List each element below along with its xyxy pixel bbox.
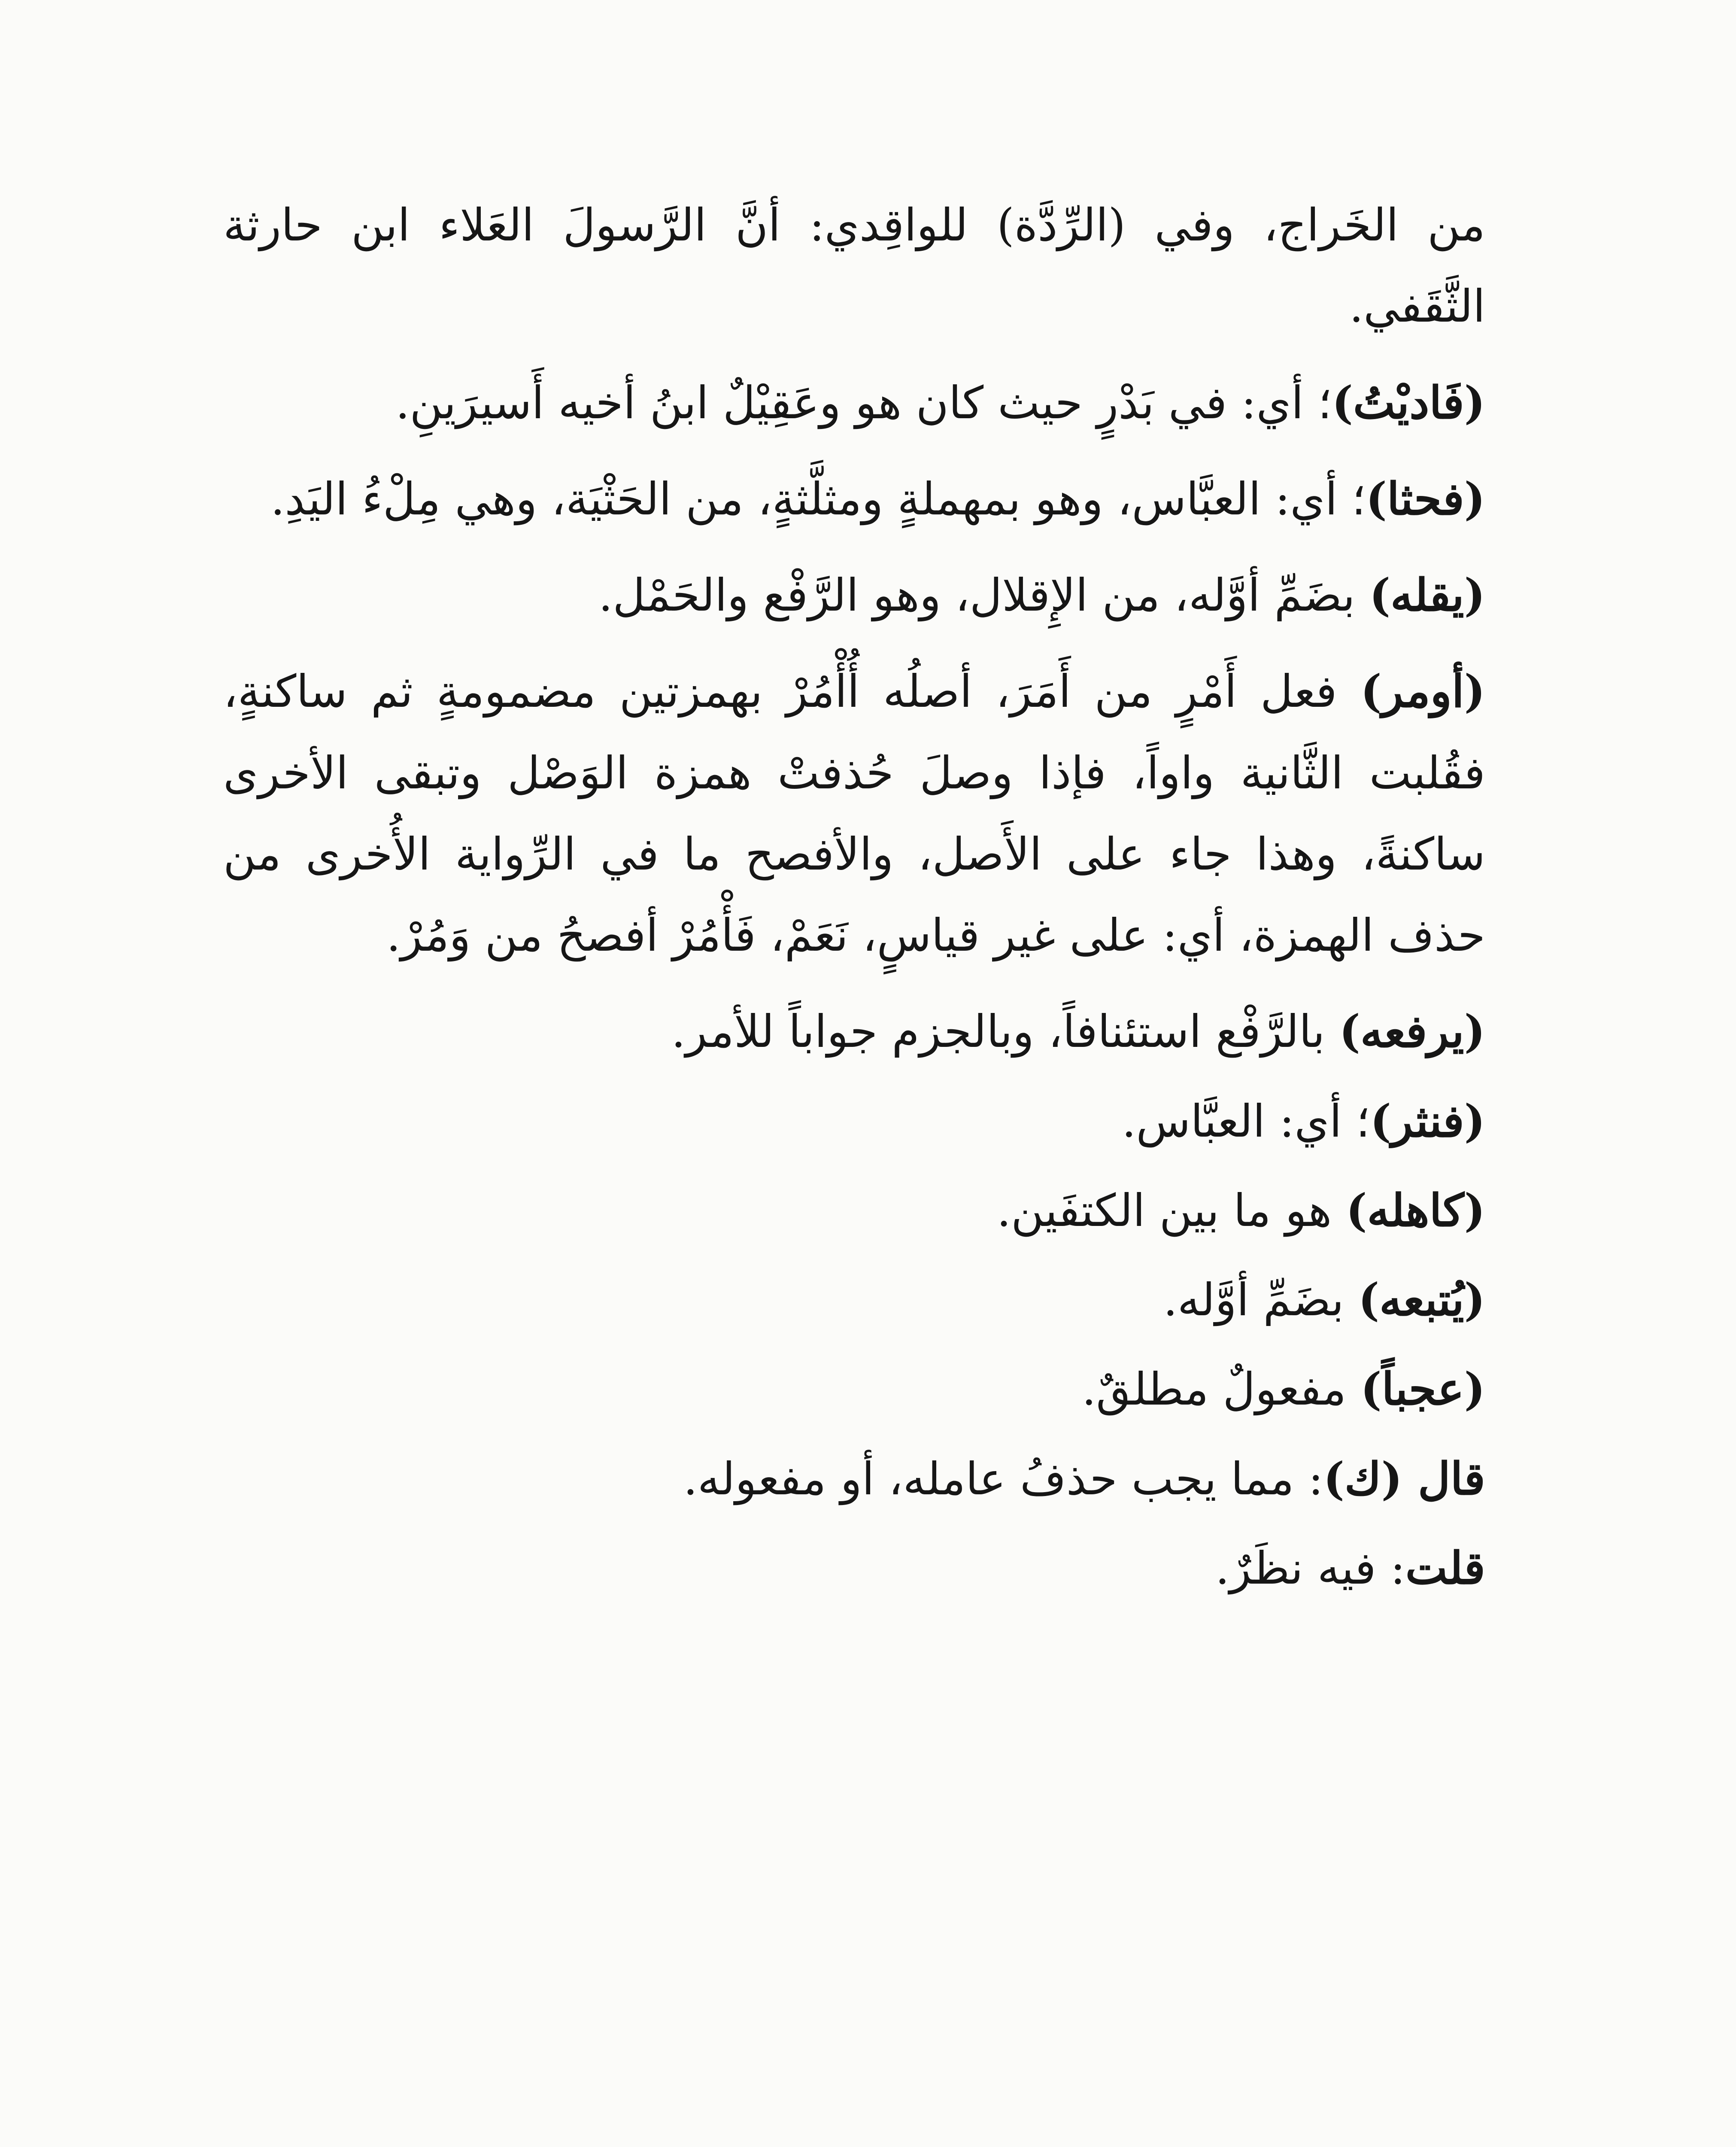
paragraph-12-text: : فيه نظَرٌ.	[1215, 1542, 1405, 1594]
paragraph-7-text: ؛ أي: العبَّاس.	[1122, 1095, 1370, 1147]
paragraph-8-term: (كاهله)	[1346, 1183, 1485, 1237]
paragraph-12-term: قلت	[1405, 1541, 1485, 1594]
paragraph-5-text: فعل أَمْرٍ من أَمَرَ، أصلُه أُأْمُرْ بهمزتين مضمومةٍ ثم ساكنةٍ، فقُلبت الثَّانية واواً، فإذا وصلَ حُذفتْ همزة الوَصْل وتبقى الأخرى ساكنةً، وهذا جاء على الأَصل، والأفصح ما في الرِّواية الأُخرى من حذف الهمزة، أي: على غير قياسٍ، نَعَمْ، فَأْمُرْ أفصحُ من وَمُرْ.	[223, 665, 1485, 962]
paragraph-4-term: (يقله)	[1369, 569, 1485, 622]
paragraph-8	[223, 1170, 1485, 1251]
paragraph-6	[223, 991, 1485, 1072]
paragraph-10-text: مفعولٌ مطلقٌ.	[1082, 1363, 1361, 1416]
paragraph-3	[223, 458, 1485, 540]
paragraph-9	[223, 1259, 1485, 1341]
paragraph-2	[223, 362, 1485, 444]
paragraph-10	[223, 1348, 1485, 1430]
paragraph-5	[223, 651, 1485, 976]
paragraph-1-text: من الخَراج، وفي (الرِّدَّة) للواقِدي: أنَّ الرَّسولَ العَلاء ابن حارثة الثَّقَفي.	[223, 199, 1485, 333]
paragraph-2-text: ؛ أي: في بَدْرٍ حيث كان هو وعَقِيْلٌ ابنُ أخيه أَسيرَينِ.	[395, 376, 1332, 429]
paragraph-9-term: (يُتبعه)	[1358, 1273, 1485, 1326]
paragraph-4-text: بضَمِّ أوَّله، من الإِقلال، وهو الرَّفْع والحَمْل.	[598, 569, 1369, 622]
commentary-text	[223, 185, 1485, 1617]
paragraph-2-term: (فَاديْتُ)	[1332, 376, 1485, 429]
paragraph-1	[223, 185, 1485, 347]
paragraph-6-text: بالرَّفْع استئنافاً، وبالجزم جواباً للأمر.	[671, 1005, 1339, 1058]
paragraph-10-term: (عجباً)	[1360, 1362, 1485, 1416]
paragraph-7	[223, 1080, 1485, 1162]
paragraph-6-term: (يرفعه)	[1339, 1005, 1485, 1058]
paragraph-3-text: ؛ أي: العبَّاس، وهو بمهملةٍ ومثلَّثةٍ، من الحَثْيَة، وهي مِلْءُ اليَدِ.	[270, 472, 1366, 525]
paragraph-11	[223, 1438, 1485, 1520]
paragraph-3-term: (فحثا)	[1366, 472, 1485, 525]
paragraph-7-term: (فنثر)	[1370, 1094, 1485, 1147]
paragraph-12	[223, 1527, 1485, 1609]
paragraph-4	[223, 554, 1485, 636]
paragraph-9-text: بضَمِّ أوَّله.	[1163, 1274, 1358, 1326]
paragraph-8-text: هو ما بين الكتفَين.	[997, 1184, 1346, 1237]
paragraph-5-term: (أومر)	[1360, 665, 1485, 718]
paragraph-11-text: : مما يجب حذفُ عامله، أو مفعوله.	[683, 1452, 1323, 1505]
paragraph-11-term: قال (ك)	[1323, 1452, 1485, 1505]
